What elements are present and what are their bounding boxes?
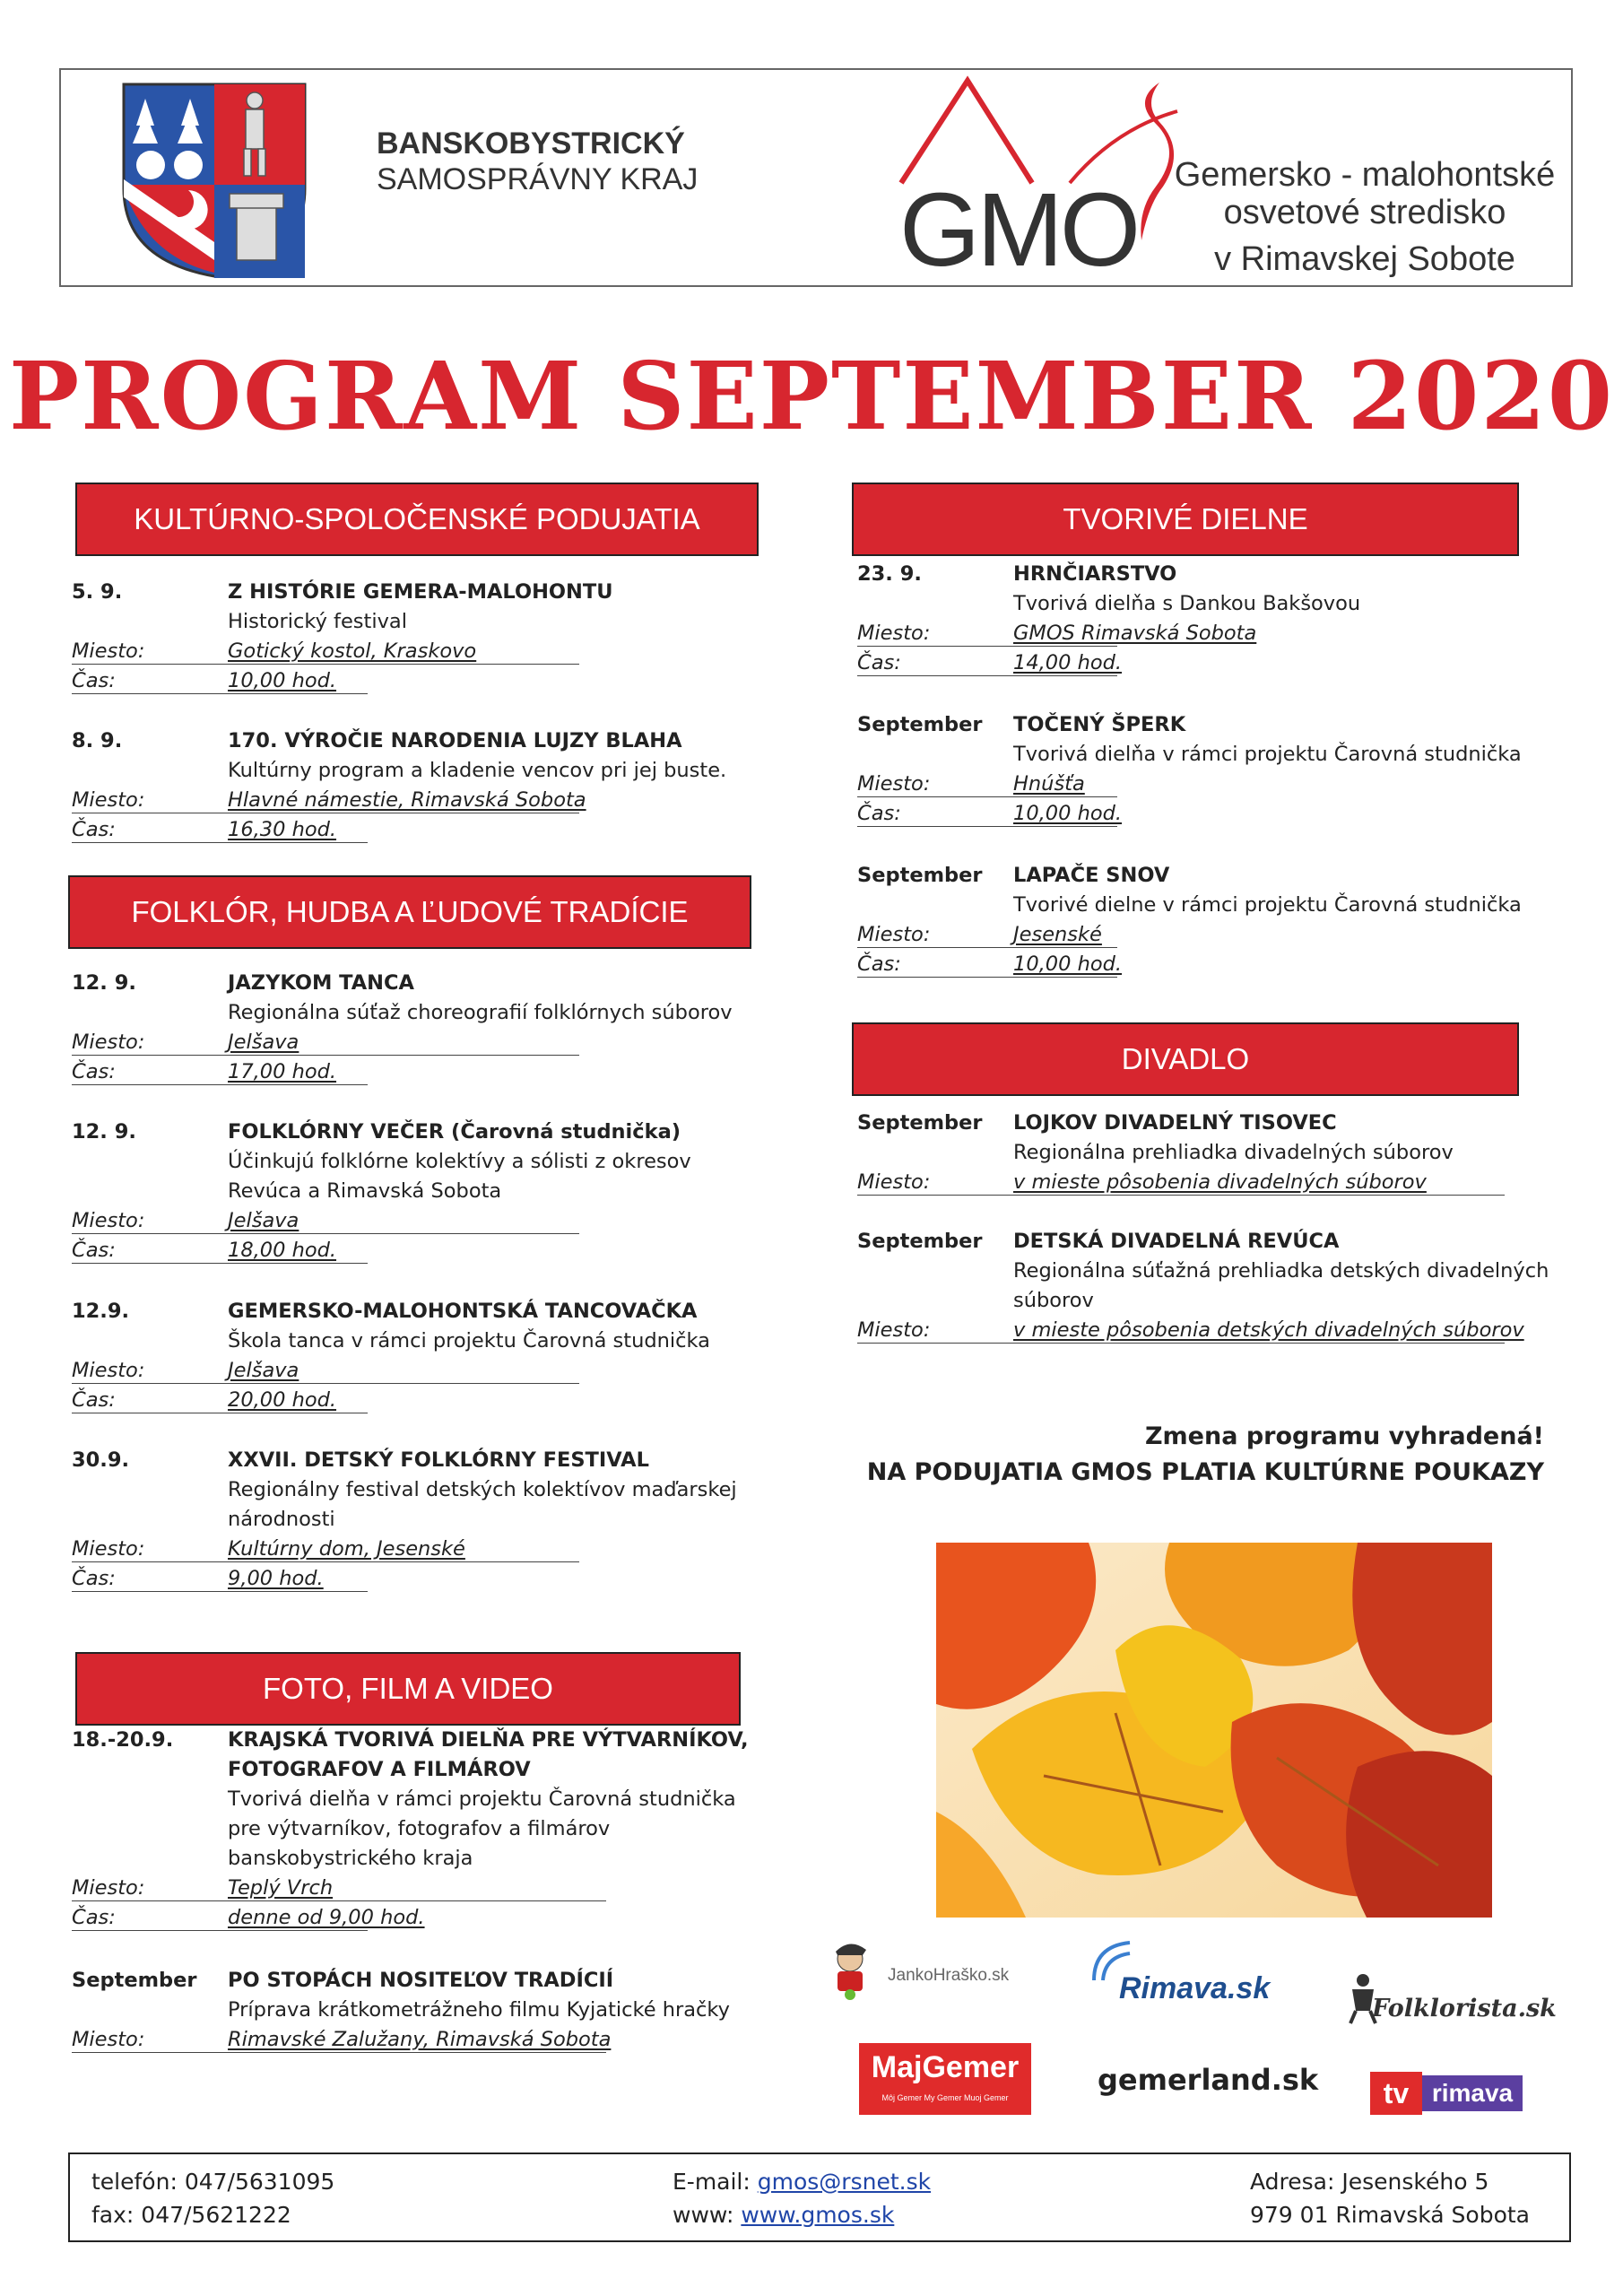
event-description-row [72,1814,642,1844]
jankohrasko-figure-icon [823,1939,886,2002]
event-place-row [72,786,615,815]
event-title-row [72,578,615,607]
place-label: Miesto: [72,1031,145,1054]
event-place: Jelšava [228,1359,299,1382]
place-label: Miesto: [72,788,145,812]
event-place-row [72,1356,615,1386]
event-description-row [72,1505,615,1535]
header-box [59,68,1573,287]
event-place: Kultúrny dom, Jesenské [228,1537,465,1561]
website-link[interactable]: www.gmos.sk [741,2202,895,2228]
event-date: 8. 9. [72,729,123,752]
event-description-row [72,1844,642,1874]
org-line-2: osvetové stredisko [1223,194,1506,231]
event-description-row [72,1177,615,1206]
footer-phone-column [91,2165,334,2231]
event-date: 30.9. [72,1448,130,1472]
event-name: DETSKÁ DIVADELNÁ REVÚCA [1013,1230,1340,1253]
time-label: Čas: [857,952,901,976]
time-label: Čas: [857,802,901,825]
gmos-logo-text: GMO [899,171,1138,288]
partner-tv-rimava-logo [1370,2072,1523,2115]
section-header-dielne: TVORIVÉ DIELNE [852,483,1519,556]
event-divadlo-0 [857,1109,1541,1197]
section-header-foto: FOTO, FILM A VIDEO [75,1652,741,1726]
place-label: Miesto: [72,2028,145,2051]
event-dielne-2 [857,861,1522,979]
event-folklor-0 [72,969,733,1087]
footer-address-column [1250,2165,1530,2231]
event-date: 12. 9. [72,971,136,995]
event-kultura-1 [72,726,727,845]
event-name: PO STOPÁCH NOSITEĽOV TRADÍCIÍ [228,1969,614,1992]
footer-phone: telefón: 047/5631095 [91,2169,335,2195]
program-change-note: Zmena programu vyhradená! [1144,1422,1544,1450]
event-time-row [72,1236,615,1265]
event-time: 10,00 hod. [1013,802,1123,825]
time-label: Čas: [72,1906,116,1929]
event-time-row [72,1057,615,1087]
event-title-row [72,1118,681,1147]
event-name: TOČENÝ ŠPERK [1013,713,1186,736]
event-description: Revúca a Rimavská Sobota [228,1179,502,1203]
majgemer-subtext: Môj Gemer My Gemer Muoj Gemer [881,2093,1009,2102]
event-time: 18,00 hod. [228,1239,337,1262]
email-link[interactable]: gmos@rsnet.sk [757,2169,932,2195]
time-label: Čas: [72,1060,116,1083]
event-date: 18.-20.9. [72,1728,174,1752]
event-name: FOLKLÓRNY VEČER (Čarovná studnička) [228,1120,681,1144]
event-description: národnosti [228,1508,335,1531]
place-label: Miesto: [857,923,931,946]
event-name: GEMERSKO-MALOHONTSKÁ TANCOVAČKA [228,1300,698,1323]
event-description-row [857,891,1522,920]
place-label: Miesto: [72,1209,145,1232]
event-title-row-2 [72,1755,642,1785]
event-name: XXVII. DETSKÝ FOLKLÓRNY FESTIVAL [228,1448,649,1472]
event-description: Účinkujú folklórne kolektívy a sólisti z okresov [228,1150,691,1173]
footer-address-line-1: Adresa: Jesenského 5 [1250,2169,1489,2195]
event-description-row [857,589,1361,619]
event-time-row [857,799,1153,829]
event-description-row [72,1326,710,1356]
folklorista-text: Folklorista.sk [1372,1995,1557,2022]
place-label: Miesto: [857,1318,931,1342]
section-header-divadlo: DIVADLO [852,1022,1519,1096]
event-place: v mieste pôsobenia divadelných súborov [1013,1170,1427,1194]
event-place: GMOS Rimavská Sobota [1013,622,1257,645]
event-description: Regionálny festival detských kolektívov maďarskej [228,1478,737,1501]
time-label: Čas: [72,1567,116,1590]
coat-of-arms-icon [120,81,308,280]
event-description-row [72,1475,737,1505]
event-description-row [72,998,733,1028]
org-line-3: v Rimavskej Sobote [1214,240,1515,278]
event-title-row [857,560,1177,589]
autumn-leaves-image [936,1543,1492,1918]
event-place-row [857,1316,1541,1345]
event-time: 20,00 hod. [228,1388,337,1412]
event-description: Tvorivá dielňa v rámci projektu Čarovná studnička [228,1787,736,1811]
event-title-row [857,710,1186,740]
contact-footer [68,2152,1571,2242]
event-title-row [72,1446,649,1475]
event-date: September [72,1969,197,1992]
event-time-row [72,815,615,845]
event-title-row [72,726,682,756]
event-title-row [72,1966,642,1996]
event-name: HRNČIARSTVO [1013,562,1177,586]
event-description: Regionálna súťažná prehliadka detských divadelných [1013,1259,1549,1283]
event-date: 5. 9. [72,580,123,604]
event-dielne-0 [857,560,1361,678]
partner-rimava-logo [1085,1937,1291,2009]
event-description: Tvorivé dielne v rámci projektu Čarovná studnička [1013,893,1522,917]
event-date: September [857,1230,983,1253]
event-title-row [857,861,1170,891]
event-description: Historický festival [228,610,407,633]
footer-fax: fax: 047/5621222 [91,2202,291,2228]
event-date: September [857,1111,983,1135]
footer-web-column [673,2165,931,2231]
majgemer-text: MajGemer [871,2050,1020,2084]
event-place-row [72,1535,615,1564]
event-description: banskobystrického kraja [228,1847,473,1870]
event-place-row [857,770,1153,799]
region-line-2: SAMOSPRÁVNY KRAJ [377,162,699,196]
place-label: Miesto: [72,639,145,663]
event-place: Hnúšťa [1013,772,1085,796]
event-folklor-2 [72,1297,710,1415]
event-place-row [857,1168,1541,1197]
time-label: Čas: [72,1239,116,1262]
event-description-row [857,1138,1541,1168]
region-line-1: BANSKOBYSTRICKÝ [377,126,685,161]
jankohrasko-text: JankoHraško.sk [888,1966,1010,1985]
event-description-row [72,1785,736,1814]
event-description-row [857,1257,1549,1286]
event-place: Gotický kostol, Kraskovo [228,639,477,663]
event-date: 12.9. [72,1300,130,1323]
event-divadlo-1 [857,1227,1549,1345]
event-foto-0 [72,1726,749,1933]
event-title-row [72,1297,698,1326]
event-title-row [72,969,615,998]
culture-voucher-note: NA PODUJATIA GMOS PLATIA KULTÚRNE POUKAZY [866,1458,1544,1486]
event-title-row [72,1726,749,1755]
event-title-row [857,1227,1541,1257]
event-description: Regionálna prehliadka divadelných súborov [1013,1141,1454,1164]
event-time-row [857,950,1153,979]
event-place: Jelšava [228,1209,299,1232]
event-description-row [72,1147,691,1177]
event-description: pre výtvarníkov, fotografov a filmárov [228,1817,611,1840]
event-name: KRAJSKÁ TVORIVÁ DIELŇA PRE VÝTVARNÍKOV, [228,1728,749,1752]
section-header-kultura: KULTÚRNO-SPOLOČENSKÉ PODUJATIA [75,483,759,556]
event-date: September [857,713,983,736]
partner-gemerland-logo: gemerland.sk [1098,2063,1319,2097]
event-description: Škola tanca v rámci projektu Čarovná studnička [228,1329,710,1352]
event-description: Príprava krátkometrážneho filmu Kyjatické hračky [228,1998,730,2022]
event-name: JAZYKOM TANCA [228,971,414,995]
event-time: 10,00 hod. [1013,952,1123,976]
event-time: 16,30 hod. [228,818,337,841]
event-name: 170. VÝROČIE NARODENIA LUJZY BLAHA [228,729,682,752]
place-label: Miesto: [857,622,931,645]
page-title: PROGRAM SEPTEMBER 2020 [8,341,1615,451]
event-title-row [857,1109,1541,1138]
footer-address-line-2: 979 01 Rimavská Sobota [1250,2202,1530,2228]
event-place-row [72,2025,642,2055]
event-description-row [857,1286,1541,1316]
event-date: 23. 9. [857,562,922,586]
email-label: E-mail: [673,2169,758,2195]
event-place-row [72,637,615,666]
time-label: Čas: [72,669,116,692]
rimava-text: Rimava.sk [1119,1971,1271,2005]
event-place-row [857,920,1153,950]
partner-folklorista-logo [1345,1971,1557,2038]
event-description: Kultúrny program a kladenie vencov pri jej buste. [228,759,727,782]
event-time: 10,00 hod. [228,669,337,692]
time-label: Čas: [72,818,116,841]
event-folklor-1 [72,1118,691,1265]
event-place: Hlavné námestie, Rimavská Sobota [228,788,586,812]
event-dielne-1 [857,710,1522,829]
event-description: Tvorivá dielňa s Dankou Bakšovou [1013,592,1361,615]
event-time: 17,00 hod. [228,1060,337,1083]
event-description: Tvorivá dielňa v rámci projektu Čarovná studnička [1013,743,1522,766]
www-label: www: [673,2202,742,2228]
event-description-row [857,740,1522,770]
time-label: Čas: [72,1388,116,1412]
event-place: v mieste pôsobenia detských divadelných súborov [1013,1318,1524,1342]
event-place: Teplý Vrch [228,1876,334,1900]
event-time-row [72,1386,615,1415]
event-description: súborov [1013,1289,1094,1312]
event-place-row [72,1874,642,1903]
tv-rimava-text: rimava [1422,2075,1523,2111]
event-name-continued: FOTOGRAFOV A FILMÁROV [228,1758,531,1781]
event-description: Regionálna súťaž choreografií folklórnych súborov [228,1001,733,1024]
time-label: Čas: [857,651,901,674]
event-place-row [72,1206,615,1236]
org-line-1: Gemersko - malohontské [1174,156,1556,194]
event-name: LAPAČE SNOV [1013,864,1170,887]
tv-text: tv [1370,2072,1422,2115]
event-description-row [72,756,727,786]
region-name [377,126,698,197]
place-label: Miesto: [72,1537,145,1561]
place-label: Miesto: [857,772,931,796]
partner-jankohrasko-logo [823,1935,1020,2007]
place-label: Miesto: [857,1170,931,1194]
event-place: Rimavské Zalužany, Rimavská Sobota [228,2028,612,2051]
event-place: Jesenské [1013,923,1102,946]
event-time-row [72,1564,615,1594]
event-place-row [72,1028,615,1057]
event-folklor-3 [72,1446,737,1594]
event-time: 14,00 hod. [1013,651,1123,674]
event-name: LOJKOV DIVADELNÝ TISOVEC [1013,1111,1337,1135]
event-time-row [72,666,615,696]
organization-name [1171,156,1558,278]
place-label: Miesto: [72,1359,145,1382]
event-place-row [857,619,1257,648]
event-time: denne od 9,00 hod. [228,1906,425,1929]
event-place: Jelšava [228,1031,299,1054]
partner-majgemer-logo [859,2043,1031,2115]
event-time-row [72,1903,642,1933]
section-header-folklor: FOLKLÓR, HUDBA A ĽUDOVÉ TRADÍCIE [68,875,751,949]
event-time: 9,00 hod. [228,1567,324,1590]
event-date: September [857,864,983,887]
place-label: Miesto: [72,1876,145,1900]
event-description-row [72,1996,730,2025]
event-time-row [857,648,1153,678]
event-name: Z HISTÓRIE GEMERA-MALOHONTU [228,580,613,604]
event-date: 12. 9. [72,1120,136,1144]
event-description-row [72,607,615,637]
event-kultura-0 [72,578,615,696]
event-foto-1 [72,1966,730,2055]
